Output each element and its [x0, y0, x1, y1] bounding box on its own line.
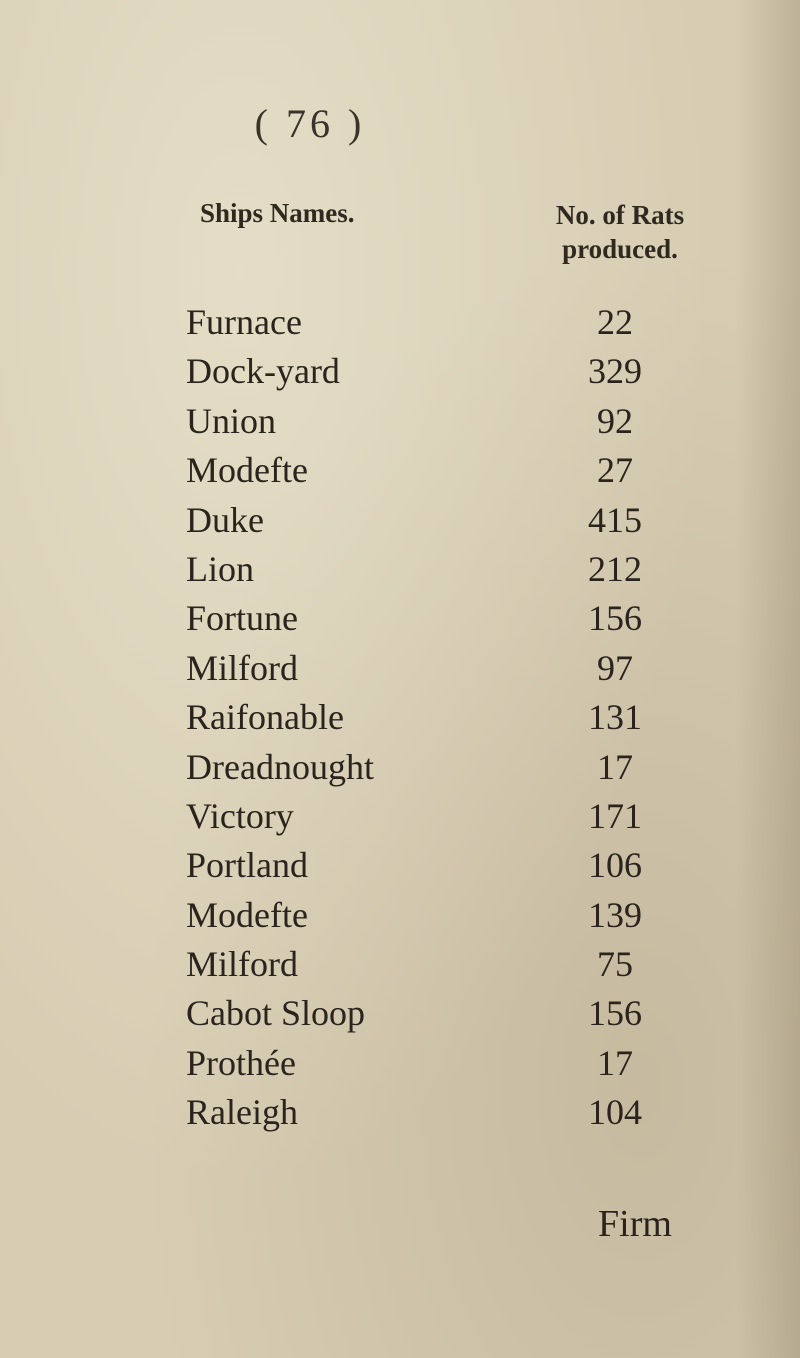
rat-count: 104 — [588, 1092, 642, 1133]
ship-name: Fortune — [186, 598, 298, 639]
rat-count: 17 — [597, 1042, 633, 1083]
rat-count: 212 — [588, 548, 642, 589]
rat-count: 171 — [588, 795, 642, 836]
ship-name: Cabot Sloop — [186, 993, 366, 1034]
table-row — [0, 547, 800, 596]
table-row — [0, 843, 800, 892]
catchword: Firm — [598, 1203, 672, 1245]
table-row — [0, 498, 800, 547]
rat-count: 156 — [588, 598, 642, 639]
table-row — [0, 794, 800, 843]
table-row — [0, 349, 800, 398]
ship-name: Lion — [186, 548, 254, 589]
rat-count: 27 — [597, 450, 633, 491]
table-row — [0, 991, 800, 1040]
ship-name: Duke — [186, 499, 264, 540]
ship-names-header: Ships Names. — [200, 198, 355, 228]
ships-table — [0, 300, 800, 1140]
ship-name: Raifonable — [186, 697, 344, 738]
ship-name: Portland — [186, 845, 308, 886]
rats-header-line1: No. of Rats — [555, 200, 685, 230]
rat-count: 97 — [597, 647, 633, 688]
rat-count: 106 — [588, 845, 642, 886]
rat-count: 329 — [588, 351, 642, 392]
ship-name: Modefte — [186, 894, 308, 935]
table-row — [0, 745, 800, 794]
rat-count: 22 — [597, 302, 633, 342]
rat-count: 156 — [588, 993, 642, 1034]
rat-count: 92 — [597, 400, 633, 441]
table-row — [0, 399, 800, 448]
table-row — [0, 596, 800, 645]
table-row — [0, 646, 800, 695]
ship-name: Modefte — [186, 450, 308, 491]
rat-count: 415 — [588, 499, 642, 540]
ship-name: Victory — [186, 795, 294, 836]
table-row — [0, 942, 800, 991]
table-row — [0, 1041, 800, 1090]
ship-name: Union — [186, 400, 276, 441]
ship-name: Raleigh — [186, 1092, 298, 1133]
table-row — [0, 448, 800, 497]
rat-count: 131 — [588, 697, 642, 738]
ship-name: Furnace — [186, 302, 302, 342]
table-row — [0, 300, 800, 349]
ship-name: Milford — [186, 944, 298, 985]
page-number: ( 76 ) — [254, 101, 366, 146]
table-row — [0, 695, 800, 744]
ship-name: Dreadnought — [186, 746, 374, 787]
table-row — [0, 893, 800, 942]
ship-name: Prothée — [186, 1042, 296, 1083]
ship-name: Milford — [186, 647, 298, 688]
rat-count: 17 — [597, 746, 633, 787]
rats-header-line2: produced. — [562, 234, 678, 264]
ship-name: Dock-yard — [186, 351, 340, 392]
rats-produced-header — [500, 198, 740, 266]
rat-count: 75 — [597, 944, 633, 985]
rat-count: 139 — [588, 894, 642, 935]
table-row — [0, 1090, 800, 1139]
